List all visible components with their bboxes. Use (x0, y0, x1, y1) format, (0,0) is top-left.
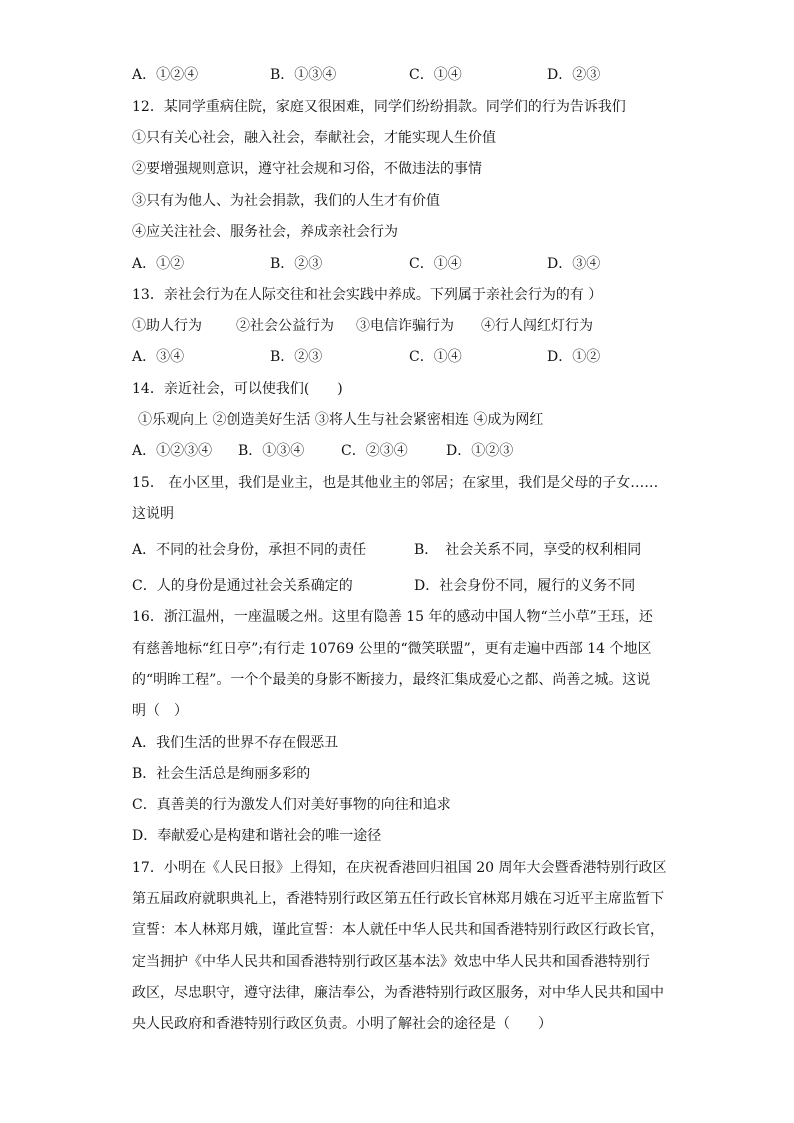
q13-item-4: ④行人闯红灯行为 (481, 318, 593, 334)
q12-item-2: ②要增强规则意识，遵守社会规和习俗，不做违法的事情 (132, 161, 482, 177)
q12-item-1: ①只有关心社会，融入社会，奉献社会，才能实现人生价值 (132, 130, 496, 146)
q15-stem: 15． 在小区里，我们是业主，也是其他业主的邻居；在家里，我们是父母的子女…… (132, 475, 659, 491)
q16-line-2: 有慈善地标“红日亭”;有行走 10769 公里的“微笑联盟”，更有走遍中西部 14 个地区 (132, 641, 652, 657)
q12-option-d: D．③④ (547, 256, 601, 272)
q15-option-c: C．人的身份是通过社会关系确定的 (132, 578, 353, 594)
q16-line-4: 明（ ） (132, 703, 188, 719)
q17-line-3: 宣誓：本人林郑月娥，谨此宣誓：本人就任中华人民共和国香港特别行政区行政长官， (132, 922, 664, 938)
q16-option-b: B．社会生活总是绚丽多彩的 (132, 766, 311, 782)
q11-option-a: A．①②④ (132, 67, 199, 83)
q17-line-6: 央人民政府和香港特别行政区负责。小明了解社会的途径是（ ） (132, 1016, 552, 1032)
q14-option-b: B．①③④ (238, 443, 305, 459)
q13-option-c: C．①④ (409, 349, 462, 365)
q17-line-2: 第五届政府就职典礼上，香港特别行政区第五任行政长官林郑月娥在习近平主席监暂下 (132, 891, 664, 907)
q16-line-3: 的“明眸工程”。一个个最美的身影不断接力，最终汇集成爱心之都、尚善之城。这说 (132, 672, 651, 688)
q12-item-4: ④应关注社会、服务社会，养成亲社会行为 (132, 224, 398, 240)
q13-item-1: ①助人行为 (132, 318, 202, 334)
q14-option-d: D．①②③ (446, 443, 514, 459)
q14-items: ①乐观向上 ②创造美好生活 ③将人生与社会紧密相连 ④成为网红 (138, 412, 544, 428)
q13-item-2: ②社会公益行为 (236, 318, 334, 334)
q14-option-c: C．②③④ (341, 443, 408, 459)
q17-line-5: 政区，尽忠职守，遵守法律，廉洁奉公，为香港特别行政区服务，对中华人民共和国中 (132, 985, 664, 1001)
q17-line-1: 17．小明在《人民日报》上得知，在庆祝香港回归祖国 20 周年大会暨香港特别行政区 (132, 860, 667, 876)
q12-option-a: A．①② (132, 256, 185, 272)
q17-line-4: 定当拥护《中华人民共和国香港特别行政区基本法》效忠中华人民共和国香港特别行 (132, 954, 650, 970)
q14-stem: 14．亲近社会，可以使我们( ) (132, 381, 343, 397)
q12-option-b: B．②③ (270, 256, 323, 272)
q11-option-c: C．①④ (409, 67, 462, 83)
q13-option-b: B．②③ (270, 349, 323, 365)
q15-option-b: B． 社会关系不同，享受的权利相同 (414, 542, 642, 558)
q11-option-b: B．①③④ (270, 67, 337, 83)
q15-stem-cont: 这说明 (132, 506, 174, 522)
q13-item-3: ③电信诈骗行为 (356, 318, 454, 334)
q16-option-a: A．我们生活的世界不存在假恶丑 (132, 735, 339, 751)
q16-option-c: C．真善美的行为激发人们对美好事物的向往和追求 (132, 797, 451, 813)
q13-stem: 13．亲社会行为在人际交往和社会实践中养成。下列属于亲社会行为的有 ） (132, 287, 603, 303)
q12-item-3: ③只有为他人、为社会捐款，我们的人生才有价值 (132, 193, 440, 209)
q11-option-d: D．②③ (547, 67, 601, 83)
q15-option-d: D．社会身份不同，履行的义务不同 (414, 578, 636, 594)
q12-option-c: C．①④ (409, 256, 462, 272)
q13-option-a: A．③④ (132, 349, 185, 365)
q13-option-d: D．①② (547, 349, 601, 365)
q12-stem: 12．某同学重病住院，家庭又很困难，同学们纷纷捐款。同学们的行为告诉我们 (132, 99, 626, 115)
q16-line-1: 16．浙江温州，一座温暖之州。这里有隐善 15 年的感动中国人物“兰小草”王珏，还 (132, 609, 653, 625)
q14-option-a: A．①②③④ (132, 443, 213, 459)
q15-option-a: A．不同的社会身份，承担不同的责任 (132, 542, 367, 558)
q16-option-d: D．奉献爱心是构建和谐社会的唯一途径 (132, 828, 382, 844)
